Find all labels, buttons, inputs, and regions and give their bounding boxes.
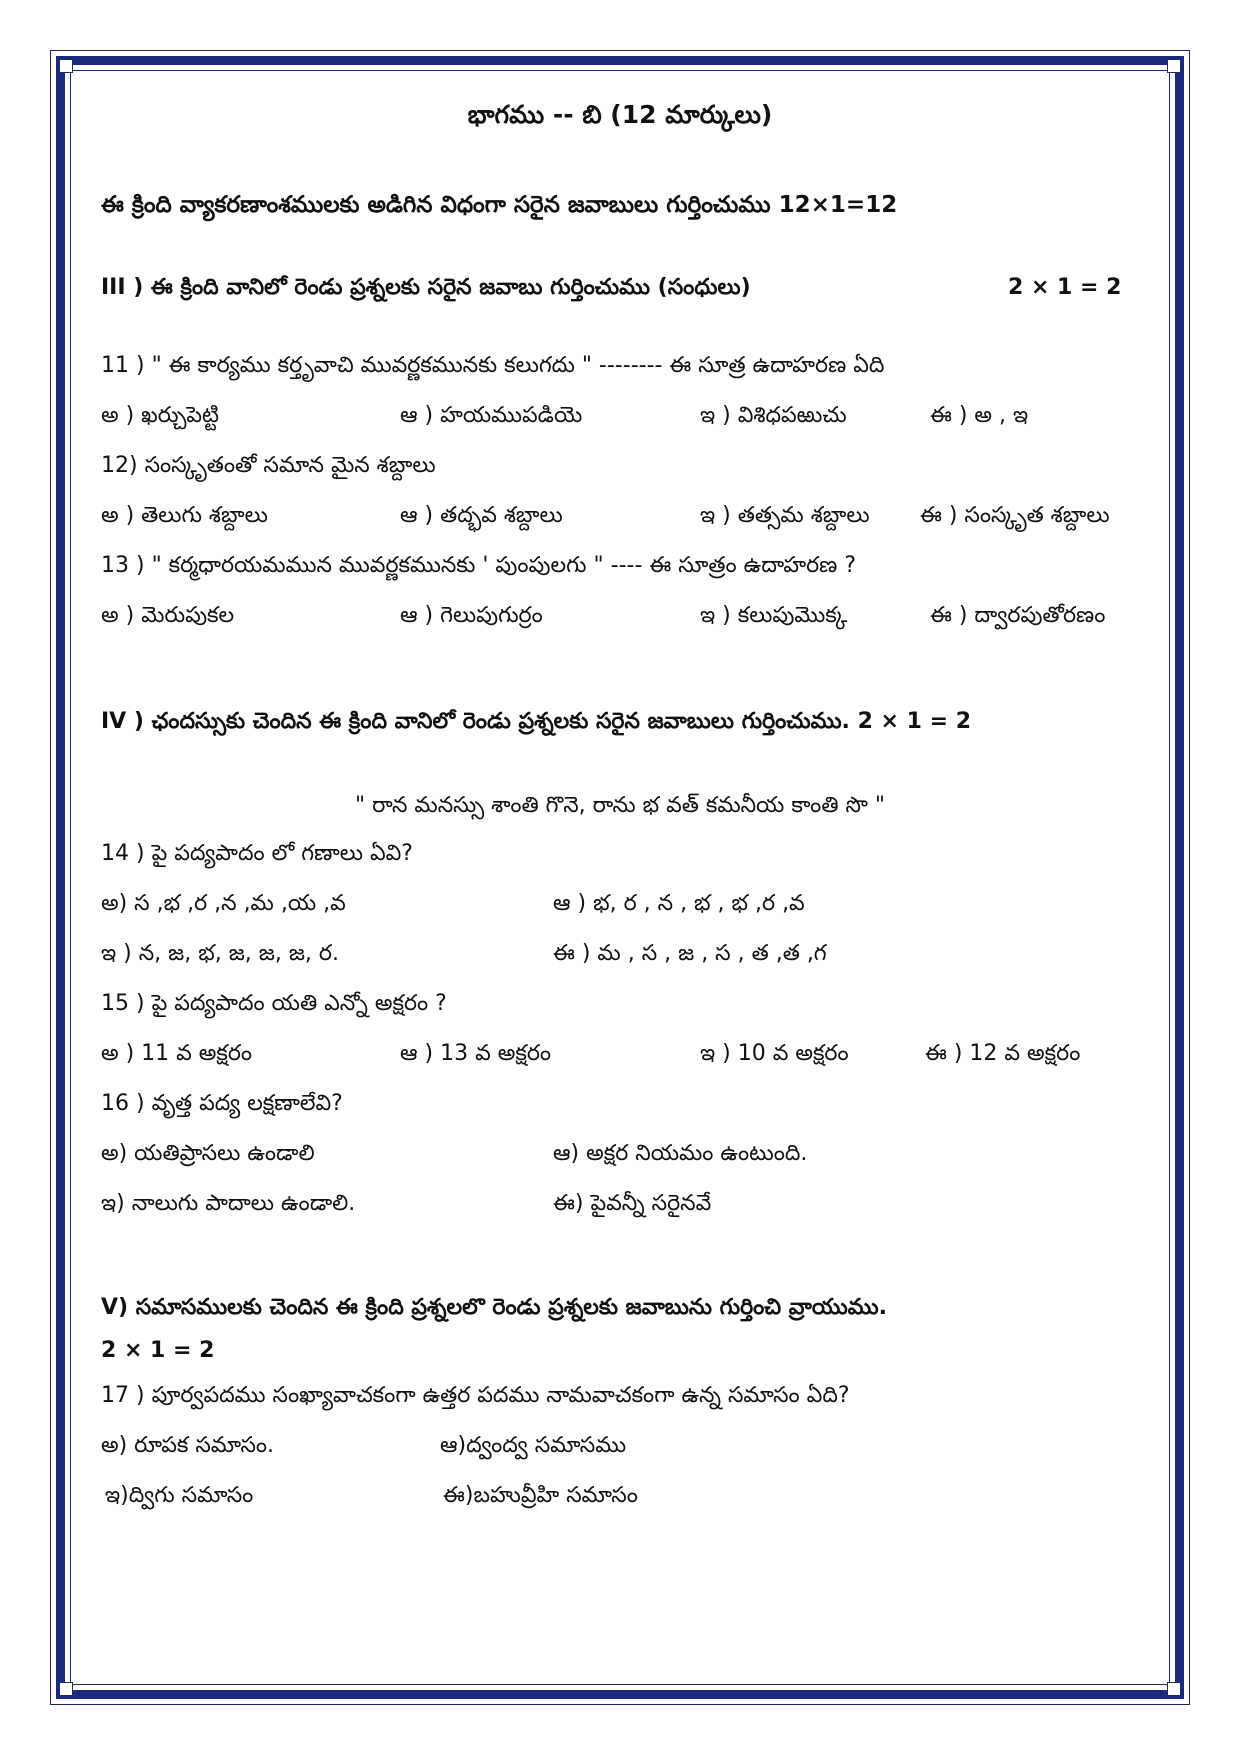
option-a: అ) స ,భ ,ర ,న ,మ ,య ,వ xyxy=(101,891,346,916)
option-a: అ) రూపక సమాసం. xyxy=(101,1433,275,1458)
option-d: ఈ ) ద్వారపుతోరణం xyxy=(930,603,1106,628)
option-b: ఆ ) గెలుపుగుర్రం xyxy=(400,603,543,628)
option-a: అ ) 11 వ అక్షరం xyxy=(101,1041,253,1066)
corner-ornament-bottom-right xyxy=(1167,1682,1181,1696)
option-d: ఈ ) సంస్కృత శబ్దాలు xyxy=(920,503,1110,528)
option-d: ఈ) పైవన్నీ సరైనవే xyxy=(553,1191,712,1216)
option-d: ఈ ) మ , స , జ , స , త ,త ,గ xyxy=(553,941,827,966)
section-heading: V) సమాసములకు చెందిన ఈ క్రింది ప్రశ్నలలొ రెండు ప్రశ్నలకు జవాబును గుర్తించి వ్రాయుము. xyxy=(101,1295,887,1320)
page-title: భాగము -- బి (12 మార్కులు) xyxy=(467,100,773,129)
option-c: ఇ)ద్విగు సమాసం xyxy=(105,1483,254,1508)
section-heading: III ) ఈ క్రింది వానిలో రెండు ప్రశ్నలకు సరైన జవాబు గుర్తించుము (సంధులు) xyxy=(101,275,751,300)
option-b: ఆ ) హయముపడియె xyxy=(400,403,583,428)
question-13: 13 ) " కర్మధారయమమున మువర్ణకమునకు ' పుంపులగు " ---- ఈ సూత్రం ఉదాహరణ ? xyxy=(101,553,857,578)
section-heading: IV ) ఛందస్సుకు చెందిన ఈ క్రింది వానిలో రెండు ప్రశ్నలకు సరైన జవాబులు గుర్తించుము. 2 × 1 = 2 xyxy=(101,709,972,734)
question-14: 14 ) పై పద్యపాదం లో గణాలు ఏవి? xyxy=(101,841,413,866)
option-b: ఆ ) 13 వ అక్షరం xyxy=(400,1041,552,1066)
option-c: ఇ ) తత్సమ శబ్దాలు xyxy=(700,503,870,528)
question-11: 11 ) " ఈ కార్యము కర్తృవాచి మువర్ణకమునకు కలుగదు " -------- ఈ సూత్ర ఉదాహరణ ఏది xyxy=(101,353,885,378)
option-d: ఈ)బహువ్రీహి సమాసం xyxy=(443,1483,638,1508)
option-b: ఆ) అక్షర నియమం ఉంటుంది. xyxy=(553,1141,808,1166)
option-d: ఈ ) అ , ఇ xyxy=(930,403,1029,428)
instruction: ఈ క్రింది వ్యాకరణాంశములకు అడిగిన విధంగా సరైన జవాబులు గుర్తించుము 12×1=12 xyxy=(101,192,898,218)
option-c: ఇ ) విశిధపఱుచు xyxy=(700,403,847,428)
corner-ornament-top-left xyxy=(59,59,73,73)
question-16: 16 ) వృత్త పద్య లక్షణాలేవి? xyxy=(101,1091,343,1116)
verse-line: " రాన మనస్సు శాంతి గొనె, రాను భ వత్ కమనీయ కాంతి సొ " xyxy=(354,793,886,818)
option-b: ఆ)ద్వంద్వ సమాసము xyxy=(440,1433,627,1458)
option-c: ఇ ) 10 వ అక్షరం xyxy=(700,1041,849,1066)
section-marks: 2 × 1 = 2 xyxy=(1008,275,1122,300)
option-a: అ ) తెలుగు శబ్దాలు xyxy=(101,503,268,528)
option-d: ఈ ) 12 వ అక్షరం xyxy=(925,1041,1081,1066)
option-c: ఇ ) న, జ, భ, జ, జ, జ, ర. xyxy=(101,941,339,966)
option-c: ఇ ) కలుపుమొక్క xyxy=(700,603,848,628)
option-c: ఇ) నాలుగు పాదాలు ఉండాలి. xyxy=(101,1191,356,1216)
option-a: అ ) మెరుపుకల xyxy=(101,603,235,628)
question-17: 17 ) పూర్వపదము సంఖ్యావాచకంగా ఉత్తర పదము నామవాచకంగా ఉన్న సమాసం ఏది? xyxy=(101,1383,850,1408)
question-15: 15 ) పై పద్యపాదం యతి ఎన్నో అక్షరం ? xyxy=(101,991,447,1016)
option-a: అ ) ఖర్చుపెట్టి xyxy=(101,403,220,428)
option-b: ఆ ) భ, ర , న , భ , భ ,ర ,వ xyxy=(553,891,805,916)
section-marks: 2 × 1 = 2 xyxy=(101,1338,215,1363)
option-b: ఆ ) తద్భవ శబ్దాలు xyxy=(400,503,563,528)
corner-ornament-top-right xyxy=(1167,59,1181,73)
option-a: అ) యతిప్రాసలు ఉండాలి xyxy=(101,1141,315,1166)
question-12: 12) సంస్కృతంతో సమాన మైన శబ్దాలు xyxy=(101,453,436,478)
corner-ornament-bottom-left xyxy=(59,1682,73,1696)
